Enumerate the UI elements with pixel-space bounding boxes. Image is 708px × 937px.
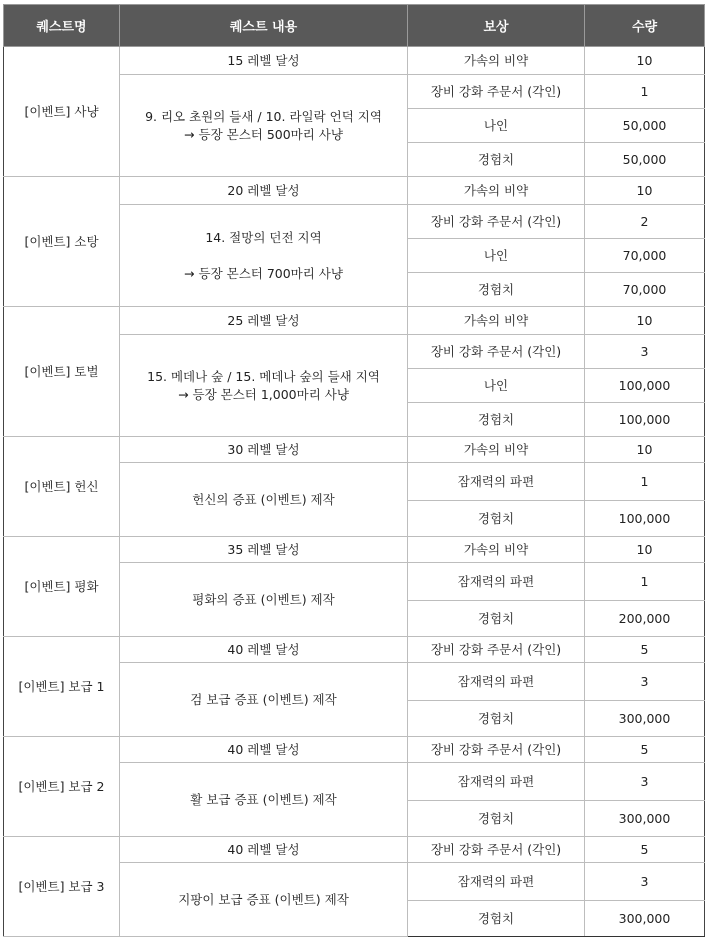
reward-quantity-cell: 3 <box>585 863 705 901</box>
reward-quantity-cell: 3 <box>585 763 705 801</box>
quest-name-cell: [이벤트] 평화 <box>4 537 120 637</box>
header-quest-content: 퀘스트 내용 <box>120 5 408 47</box>
reward-item-cell: 가속의 비약 <box>408 47 585 75</box>
reward-item-cell: 경험치 <box>408 143 585 177</box>
header-row <box>4 5 705 47</box>
reward-quantity-cell: 100,000 <box>585 501 705 537</box>
reward-quantity-cell: 70,000 <box>585 273 705 307</box>
quest-level-cell: 20 레벨 달성 <box>120 177 408 205</box>
quest-level-cell: 40 레벨 달성 <box>120 737 408 763</box>
quest-level-cell: 40 레벨 달성 <box>120 837 408 863</box>
table-row <box>4 307 705 335</box>
reward-quantity-cell: 10 <box>585 307 705 335</box>
reward-quantity-cell: 10 <box>585 537 705 563</box>
table-row <box>4 47 705 75</box>
reward-quantity-cell: 2 <box>585 205 705 239</box>
quest-name-cell: [이벤트] 보급 3 <box>4 837 120 937</box>
reward-quantity-cell: 10 <box>585 437 705 463</box>
reward-quantity-cell: 200,000 <box>585 601 705 637</box>
quest-content-line: 15. 메데나 숲 / 15. 메데나 숲의 들새 지역 <box>147 368 380 384</box>
table-row <box>4 737 705 763</box>
quest-content-cell <box>120 563 408 637</box>
reward-item-cell: 장비 강화 주문서 (각인) <box>408 737 585 763</box>
reward-quantity-cell: 100,000 <box>585 403 705 437</box>
quest-content-cell <box>120 335 408 437</box>
reward-item-cell: 잠재력의 파편 <box>408 663 585 701</box>
quest-name-cell: [이벤트] 소탕 <box>4 177 120 307</box>
quest-content-line: 14. 절망의 던전 지역 <box>205 229 322 245</box>
reward-quantity-cell: 70,000 <box>585 239 705 273</box>
reward-item-cell: 장비 강화 주문서 (각인) <box>408 637 585 663</box>
header-quest-name: 퀘스트명 <box>4 5 120 47</box>
reward-item-cell: 경험치 <box>408 501 585 537</box>
reward-quantity-cell: 10 <box>585 177 705 205</box>
reward-item-cell: 가속의 비약 <box>408 177 585 205</box>
quest-content-line: → 등장 몬스터 500마리 사냥 <box>184 126 343 142</box>
reward-item-cell: 장비 강화 주문서 (각인) <box>408 205 585 239</box>
reward-quantity-cell: 3 <box>585 663 705 701</box>
quest-level-cell: 15 레벨 달성 <box>120 47 408 75</box>
quest-content-cell <box>120 205 408 307</box>
quest-content-line: 헌신의 증표 (이벤트) 제작 <box>192 491 335 507</box>
reward-quantity-cell: 5 <box>585 737 705 763</box>
reward-item-cell: 나인 <box>408 109 585 143</box>
reward-quantity-cell: 100,000 <box>585 369 705 403</box>
reward-item-cell: 잠재력의 파편 <box>408 763 585 801</box>
table-row <box>4 837 705 863</box>
reward-quantity-cell: 300,000 <box>585 801 705 837</box>
reward-quantity-cell: 5 <box>585 837 705 863</box>
quest-content-cell <box>120 463 408 537</box>
quest-content-line <box>124 247 403 265</box>
quest-content-cell <box>120 75 408 177</box>
reward-quantity-cell: 1 <box>585 75 705 109</box>
reward-item-cell: 장비 강화 주문서 (각인) <box>408 837 585 863</box>
quest-level-cell: 40 레벨 달성 <box>120 637 408 663</box>
quest-level-cell: 35 레벨 달성 <box>120 537 408 563</box>
reward-quantity-cell: 50,000 <box>585 143 705 177</box>
quest-content-line: 검 보급 증표 (이벤트) 제작 <box>190 691 337 707</box>
quest-level-cell: 30 레벨 달성 <box>120 437 408 463</box>
reward-item-cell: 나인 <box>408 369 585 403</box>
quest-content-line: 평화의 증표 (이벤트) 제작 <box>192 591 335 607</box>
reward-item-cell: 가속의 비약 <box>408 537 585 563</box>
reward-item-cell: 잠재력의 파편 <box>408 463 585 501</box>
reward-item-cell: 경험치 <box>408 801 585 837</box>
quest-content-cell <box>120 663 408 737</box>
quest-name-cell: [이벤트] 토벌 <box>4 307 120 437</box>
table-row <box>4 537 705 563</box>
quest-content-line: 지팡이 보급 증표 (이벤트) 제작 <box>178 891 349 907</box>
reward-item-cell: 잠재력의 파편 <box>408 563 585 601</box>
quest-name-cell: [이벤트] 보급 1 <box>4 637 120 737</box>
quest-name-cell: [이벤트] 보급 2 <box>4 737 120 837</box>
reward-quantity-cell: 5 <box>585 637 705 663</box>
reward-quantity-cell: 10 <box>585 47 705 75</box>
table-row <box>4 177 705 205</box>
quest-content-cell <box>120 763 408 837</box>
quest-content-line: → 등장 몬스터 700마리 사냥 <box>184 265 343 281</box>
reward-item-cell: 경험치 <box>408 273 585 307</box>
reward-quantity-cell: 50,000 <box>585 109 705 143</box>
reward-quantity-cell: 1 <box>585 563 705 601</box>
header-reward: 보상 <box>408 5 585 47</box>
reward-item-cell: 가속의 비약 <box>408 307 585 335</box>
reward-item-cell: 장비 강화 주문서 (각인) <box>408 335 585 369</box>
reward-item-cell: 가속의 비약 <box>408 437 585 463</box>
reward-item-cell: 경험치 <box>408 601 585 637</box>
reward-item-cell: 장비 강화 주문서 (각인) <box>408 75 585 109</box>
quest-content-line: → 등장 몬스터 1,000마리 사냥 <box>178 386 349 402</box>
quest-table <box>3 4 705 937</box>
reward-item-cell: 잠재력의 파편 <box>408 863 585 901</box>
quest-name-cell: [이벤트] 헌신 <box>4 437 120 537</box>
reward-item-cell: 경험치 <box>408 901 585 937</box>
quest-level-cell: 25 레벨 달성 <box>120 307 408 335</box>
reward-quantity-cell: 300,000 <box>585 701 705 737</box>
reward-quantity-cell: 3 <box>585 335 705 369</box>
reward-item-cell: 경험치 <box>408 701 585 737</box>
quest-content-cell <box>120 863 408 937</box>
reward-item-cell: 나인 <box>408 239 585 273</box>
quest-name-cell: [이벤트] 사냥 <box>4 47 120 177</box>
quest-content-line: 9. 리오 초원의 들새 / 10. 라일락 언덕 지역 <box>145 108 382 124</box>
quest-table-body <box>4 47 705 937</box>
quest-content-line: 활 보급 증표 (이벤트) 제작 <box>190 791 337 807</box>
table-row <box>4 637 705 663</box>
table-row <box>4 437 705 463</box>
header-quantity: 수량 <box>585 5 705 47</box>
reward-quantity-cell: 300,000 <box>585 901 705 937</box>
reward-item-cell: 경험치 <box>408 403 585 437</box>
reward-quantity-cell: 1 <box>585 463 705 501</box>
